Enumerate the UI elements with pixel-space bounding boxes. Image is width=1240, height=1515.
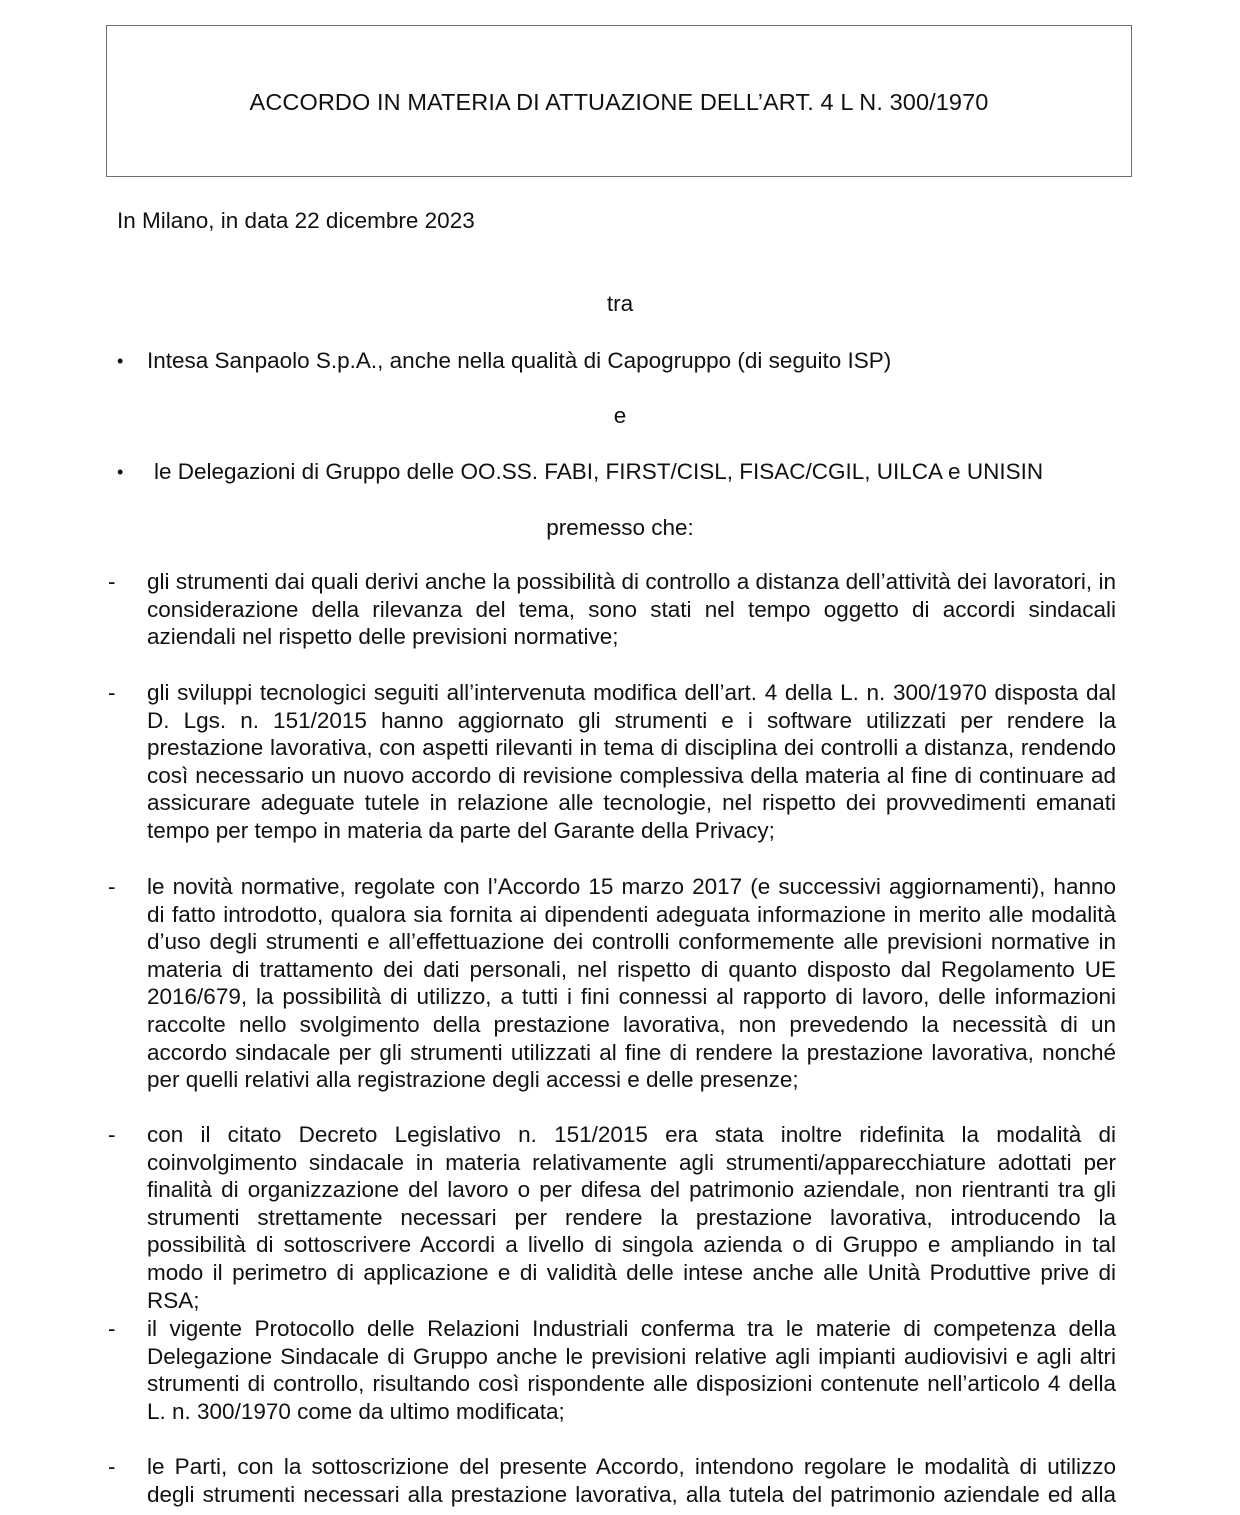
title-box — [106, 25, 1132, 177]
premise-text: con il citato Decreto Legislativo n. 151/2015 era stata inoltre ridefinita la modalità di coinvolgimento sindacale in materia relativamente agli strumenti/apparecchiature adottati per finalità di organizzazione del lavoro o per difesa del patrimonio aziendale, non rientranti tra gli strumenti strettamente necessari per rendere la prestazione lavorativa, introducendo la possibilità di sottoscrivere Accordi a livello di singola azienda o di Gruppo e ampliando in tal modo il perimetro di applicazione e di validità delle intese anche alle Unità Produttive prive di RSA; — [147, 1122, 1116, 1313]
premise-item — [108, 873, 1116, 1094]
premesso-heading: premesso che: — [546, 515, 694, 540]
premise-text: le novità normative, regolate con l’Accordo 15 marzo 2017 (e successivi aggiornamenti), hanno di fatto introdotto, qualora sia fornita ai dipendenti adeguata informazione in merito alle modalità d’uso degli strumenti e all’effettuazione dei controlli conformemente alle previsioni normative in materia di trattamento dei dati personali, nel rispetto di quanto disposto dal Regolamento UE 2016/679, la possibilità di utilizzo, a tutti i fini connessi al rapporto di lavoro, delle informazioni raccolte nello svolgimento della prestazione lavorativa, non prevedendo la necessità di un accordo sindacale per gli strumenti utilizzati al fine di rendere la prestazione lavorativa, nonché per quelli relativi alla registrazione degli accessi e delle presenze; — [147, 874, 1116, 1093]
bullet-icon: • — [117, 351, 124, 371]
dash-marker: - — [108, 874, 116, 899]
bullet-icon: • — [117, 462, 124, 482]
premise-text: il vigente Protocollo delle Relazioni Industriali conferma tra le materie di competenza della Delegazione Sindacale di Gruppo anche le previsioni relative agli impianti audiovisivi e agli altri strumenti di controllo, risultando così rispondente alle disposizioni contenute nell’articolo 4 della L. n. 300/1970 come da ultimo modificata; — [147, 1316, 1116, 1424]
date-line: In Milano, in data 22 dicembre 2023 — [117, 208, 475, 233]
premise-text: gli sviluppi tecnologici seguiti all’intervenuta modifica dell’art. 4 della L. n. 300/1970 disposta dal D. Lgs. n. 151/2015 hanno aggiornato gli strumenti e i software utilizzati per rendere la prestazione lavorativa, con aspetti rilevanti in tema di disciplina dei controlli a distanza, rendendo così necessario un nuovo accordo di revisione complessiva della materia al fine di continuare ad assicurare adeguate tutele in relazione alle tecnologie, nel rispetto dei provvedimenti emanati tempo per tempo in materia da parte del Garante della Privacy; — [147, 680, 1116, 843]
premise-item — [108, 679, 1116, 845]
tra-label: tra — [606, 291, 634, 316]
premise-text: le Parti, con la sottoscrizione del presente Accordo, intendono regolare le modalità di utilizzo degli strumenti necessari alla prestazione lavorativa, alla tutela del patrimonio aziendale ed alla — [147, 1454, 1116, 1507]
dash-marker: - — [108, 569, 116, 594]
premise-item — [108, 1315, 1116, 1425]
party-1-text: Intesa Sanpaolo S.p.A., anche nella qualità di Capogruppo (di seguito ISP) — [147, 348, 892, 373]
party-1 — [117, 347, 891, 375]
dash-marker: - — [108, 1454, 116, 1479]
premise-text: gli strumenti dai quali derivi anche la possibilità di controllo a distanza dell’attività dei lavoratori, in considerazione della rilevanza del tema, sono stati nel tempo oggetto di accordi sindacali aziendali nel rispetto delle previsioni normative; — [147, 569, 1116, 650]
dash-marker: - — [108, 680, 116, 705]
premise-item — [108, 568, 1116, 651]
party-2 — [117, 458, 1043, 486]
e-label: e — [613, 403, 627, 428]
dash-marker: - — [108, 1316, 116, 1341]
premise-item — [108, 1121, 1116, 1314]
party-2-text: le Delegazioni di Gruppo delle OO.SS. FABI, FIRST/CISL, FISAC/CGIL, UILCA e UNISIN — [154, 459, 1044, 484]
premise-item — [108, 1453, 1116, 1508]
dash-marker: - — [108, 1122, 116, 1147]
document-title: ACCORDO IN MATERIA DI ATTUAZIONE DELL’ART. 4 L N. 300/1970 — [249, 88, 989, 115]
